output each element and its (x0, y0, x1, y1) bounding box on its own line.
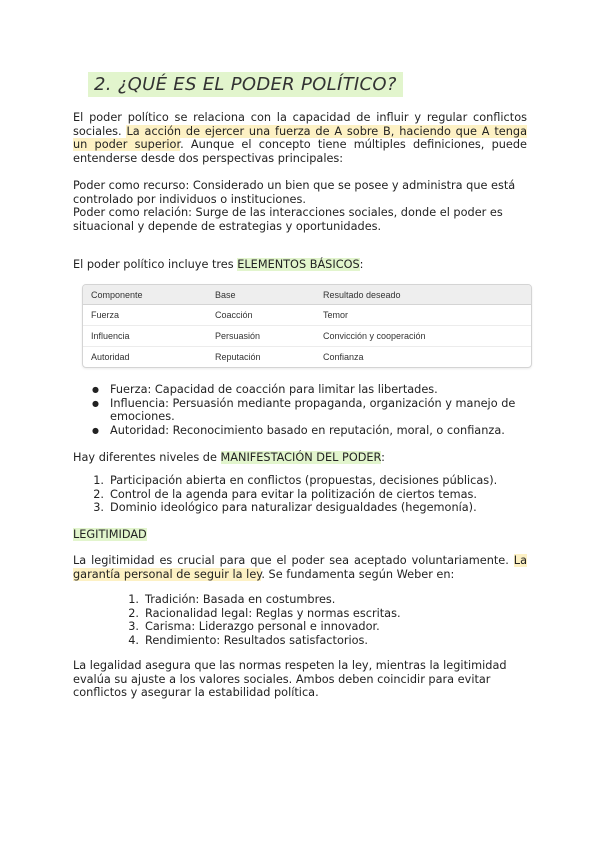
list-number: 2. (93, 487, 104, 501)
table-cell: Reputación (207, 347, 315, 368)
list-text: Rendimiento: Resultados satisfactorios. (145, 633, 369, 647)
list-number: 3. (93, 501, 104, 514)
list-text: Tradición: Basada en costumbres. (145, 593, 336, 606)
elements-intro-prefix: El poder político incluye tres (73, 258, 238, 271)
list-number: 2. (128, 606, 139, 620)
perspective-resource: Poder como recurso: Considerado un bien que se posee y administra que está controlado por individuos o instituciones. (73, 179, 516, 206)
table-header-cell: Componente (83, 285, 207, 305)
page-title: 2. ¿QUÉ ES EL PODER POLÍTICO? (88, 72, 403, 97)
list-text: Control de la agenda para evitar la politización de ciertos temas. (110, 487, 477, 501)
elements-bullet-list (90, 383, 520, 437)
elements-intro-highlight: ELEMENTOS BÁSICOS (237, 258, 360, 271)
list-text: Racionalidad legal: Reglas y normas escritas. (145, 606, 401, 620)
table-header-row (83, 285, 531, 305)
intro-paragraph (73, 111, 527, 165)
list-item (125, 607, 525, 621)
list-item: ● Influencia: Persuasión mediante propaganda, organización y manejo de emociones. (90, 397, 520, 424)
legitimacy-text-b: . Se fundamenta según Weber en: (261, 567, 455, 581)
legitimacy-paragraph (73, 554, 527, 581)
list-item: ● Autoridad: Reconocimiento basado en reputación, moral, o confianza. (90, 424, 520, 438)
table-cell: Fuerza (83, 305, 207, 326)
intro-highlight: La acción de ejercer una fuerza de A sobre B, haciendo que A tenga un poder superior (73, 124, 527, 151)
elements-intro-suffix: : (359, 258, 364, 271)
list-text: Carisma: Liderazgo personal e innovador. (145, 620, 380, 633)
levels-intro (73, 451, 527, 465)
legitimacy-text-a: La legitimidad es crucial para que el poder sea aceptado voluntariamente. (73, 554, 514, 567)
legitimacy-heading (73, 528, 147, 542)
table-row (83, 326, 531, 347)
legitimacy-highlight: La garantía personal de seguir la ley (73, 554, 527, 581)
list-item (90, 474, 530, 488)
weber-list (125, 593, 525, 647)
table-cell: Influencia (83, 326, 207, 347)
list-text: Dominio ideológico para naturalizar desigualdades (hegemonía). (110, 501, 477, 514)
elements-table (82, 284, 532, 368)
levels-list (90, 474, 530, 515)
legitimacy-heading-text: LEGITIMIDAD (73, 528, 147, 541)
intro-text-a: El poder político se relaciona con la capacidad de influir y regular conflictos sociales. (73, 111, 527, 138)
perspective-relation: Poder como relación: Surge de las interacciones sociales, donde el poder es situacional y depende de estrategias y oportunidades. (73, 206, 503, 233)
list-item (125, 593, 525, 607)
list-item: ● Fuerza: Capacidad de coacción para limitar las libertades. (90, 383, 520, 397)
list-item (125, 620, 525, 634)
list-item (90, 488, 530, 502)
table-cell: Confianza (315, 347, 531, 368)
table-cell: Persuasión (207, 326, 315, 347)
table-row (83, 305, 531, 326)
table-header-cell: Resultado deseado (315, 285, 531, 305)
table-cell: Coacción (207, 305, 315, 326)
elements-intro (73, 258, 527, 272)
closing-paragraph: La legalidad asegura que las normas respeten la ley, mientras la legitimidad evalúa su ajuste a los valores sociales. Ambos deben coincidir para evitar conflictos y asegurar la estabilidad política. (73, 659, 507, 699)
table-header-cell: Base (207, 285, 315, 305)
list-number: 1. (93, 474, 104, 487)
table-cell: Convicción y cooperación (315, 326, 531, 347)
intro-text-b: . Aunque el concepto tiene múltiples definiciones, puede entenderse desde dos perspectivas principales: (73, 138, 527, 165)
list-number: 3. (128, 620, 139, 633)
levels-intro-highlight: MANIFESTACIÓN DEL PODER (220, 451, 382, 464)
levels-intro-prefix: Hay diferentes niveles de (73, 451, 221, 464)
table-cell: Autoridad (83, 347, 207, 368)
table-cell: Temor (315, 305, 531, 326)
list-text: Participación abierta en conflictos (propuestas, decisiones públicas). (110, 474, 498, 487)
list-number: 1. (128, 593, 139, 606)
table-row (83, 347, 531, 368)
list-item (125, 634, 525, 648)
levels-intro-suffix: : (381, 451, 385, 464)
list-item (90, 501, 530, 515)
list-number: 4. (128, 633, 139, 647)
